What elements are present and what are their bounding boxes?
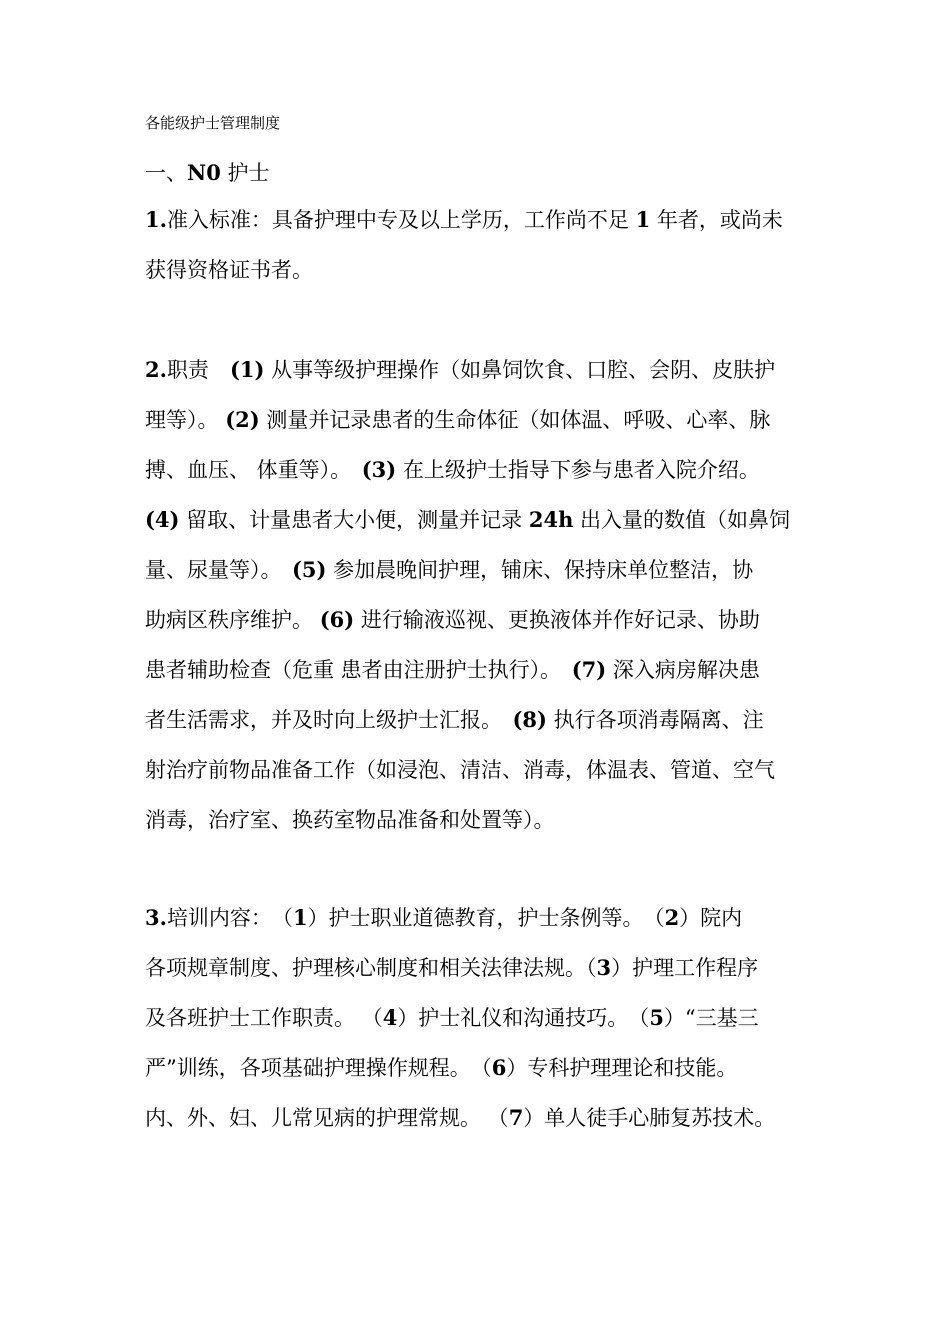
text-line [145,1093,825,1143]
text-line [145,545,825,595]
text-run: 射治疗前物品准备工作（如浸泡、清洁、消毒，体温表、管道、空气 [145,758,775,782]
text-run: ）专科护理理论和技能。 [506,1056,738,1080]
bold-text-run: (7) [571,657,607,682]
text-run: ）院内 [679,906,743,930]
text-run: 患者辅助检查（危重 患者由注册护士执行）。 [145,658,572,682]
text-line [145,795,825,845]
bold-text-run: (8) [512,707,547,732]
bold-text-run: (5) [292,557,327,582]
text-line [145,943,825,993]
text-run: ）单人徒手心肺复苏技术。 [523,1106,776,1130]
bold-text-run: (1) [229,357,265,382]
text-run: ）护士职业道德教育，护士条例等。 （ [307,906,665,930]
text-run: 者生活需求，并及时向上级护士汇报。 [145,708,513,732]
text-line [145,245,825,295]
text-run: 测量并记录患者的生命体征（如体温、呼吸、心率、脉 [259,408,771,432]
text-line [145,445,825,495]
text-run: 执行各项消毒隔离、注 [546,708,764,732]
bold-text-run: (3) [361,457,397,482]
text-run: 量、尿量等）。 [145,558,292,582]
bold-text-run: 24h [528,507,574,532]
bold-text-run: 4 [382,1005,398,1030]
text-run: 各项规章制度、护理核心制度和相关法律法规。（ [145,956,597,980]
text-line [145,745,825,795]
bold-text-run: (4) [145,507,180,532]
text-line [145,993,825,1043]
text-run: ）护理工作程序 [611,956,759,980]
bold-text-run: 1 [292,905,308,930]
text-run: 进行输液巡视、更换液体并作好记录、协助 [354,608,760,632]
bold-text-run: 1 [635,207,651,232]
section-heading-prefix: 一、 [145,161,187,185]
text-run: 准入标准：具备护理中专及以上学历，工作尚不足 [166,208,636,232]
text-line [145,195,825,245]
bold-text-run: 7 [508,1105,524,1130]
section-heading [145,157,270,187]
text-run: ）“三基三 [663,1006,759,1030]
text-run: 年者，或尚未 [650,208,783,232]
text-run: 消毒，治疗室、换药室物品准备和处置等）。 [145,808,555,832]
bold-text-run: 2 [664,905,680,930]
bold-text-run: (2) [225,407,260,432]
bold-text-run: (6) [319,607,355,632]
text-run: 留取、计量患者大小便，测量并记录 [179,508,529,532]
text-run: 培训内容： （ [166,906,293,930]
bold-text-run: 3 [596,955,612,980]
text-run: 搏、血压、 体重等）。 [145,458,362,482]
text-run: 参加晨晚间护理，铺床、保持床单位整洁，协 [326,558,754,582]
text-run: 获得资格证书者。 [145,258,313,282]
section-heading-code: N0 [187,160,221,185]
text-run: 出入量的数值（如鼻饲 [573,508,791,532]
text-run: 内、外、妇、儿常见病的护理常规。 （ [145,1106,509,1130]
text-run: ）护士礼仪和沟通技巧。 （ [397,1006,650,1030]
text-run: 从事等级护理操作（如鼻饲饮食、口腔、会阴、皮肤护 [264,358,776,382]
text-run: 职责 [166,358,230,382]
bold-text-run: 1. [145,207,167,232]
text-run: 深入病房解决患 [606,658,760,682]
text-line [145,595,825,645]
paragraph-training-content [145,893,825,1143]
text-line [145,645,825,695]
text-line [145,395,825,445]
bold-text-run: 6 [491,1055,507,1080]
section-heading-suffix: 护士 [220,161,270,185]
text-run: 在上级护士指导下参与患者入院介绍。 [396,458,760,482]
paragraph-admission-standard [145,195,825,295]
text-run: 严”训练，各项基础护理操作规程。 （ [145,1056,492,1080]
text-line [145,345,825,395]
text-line [145,1043,825,1093]
bold-text-run: 3. [145,905,167,930]
text-line [145,495,825,545]
text-run: 理等）。 [145,408,226,432]
text-line [145,695,825,745]
bold-text-run: 2. [145,357,167,382]
text-run: 助病区秩序维护。 [145,608,320,632]
text-line [145,893,825,943]
text-run: 及各班护士工作职责。 （ [145,1006,383,1030]
document-title: 各能级护士管理制度 [145,114,281,132]
bold-text-run: 5 [649,1005,664,1030]
paragraph-duties [145,345,825,845]
